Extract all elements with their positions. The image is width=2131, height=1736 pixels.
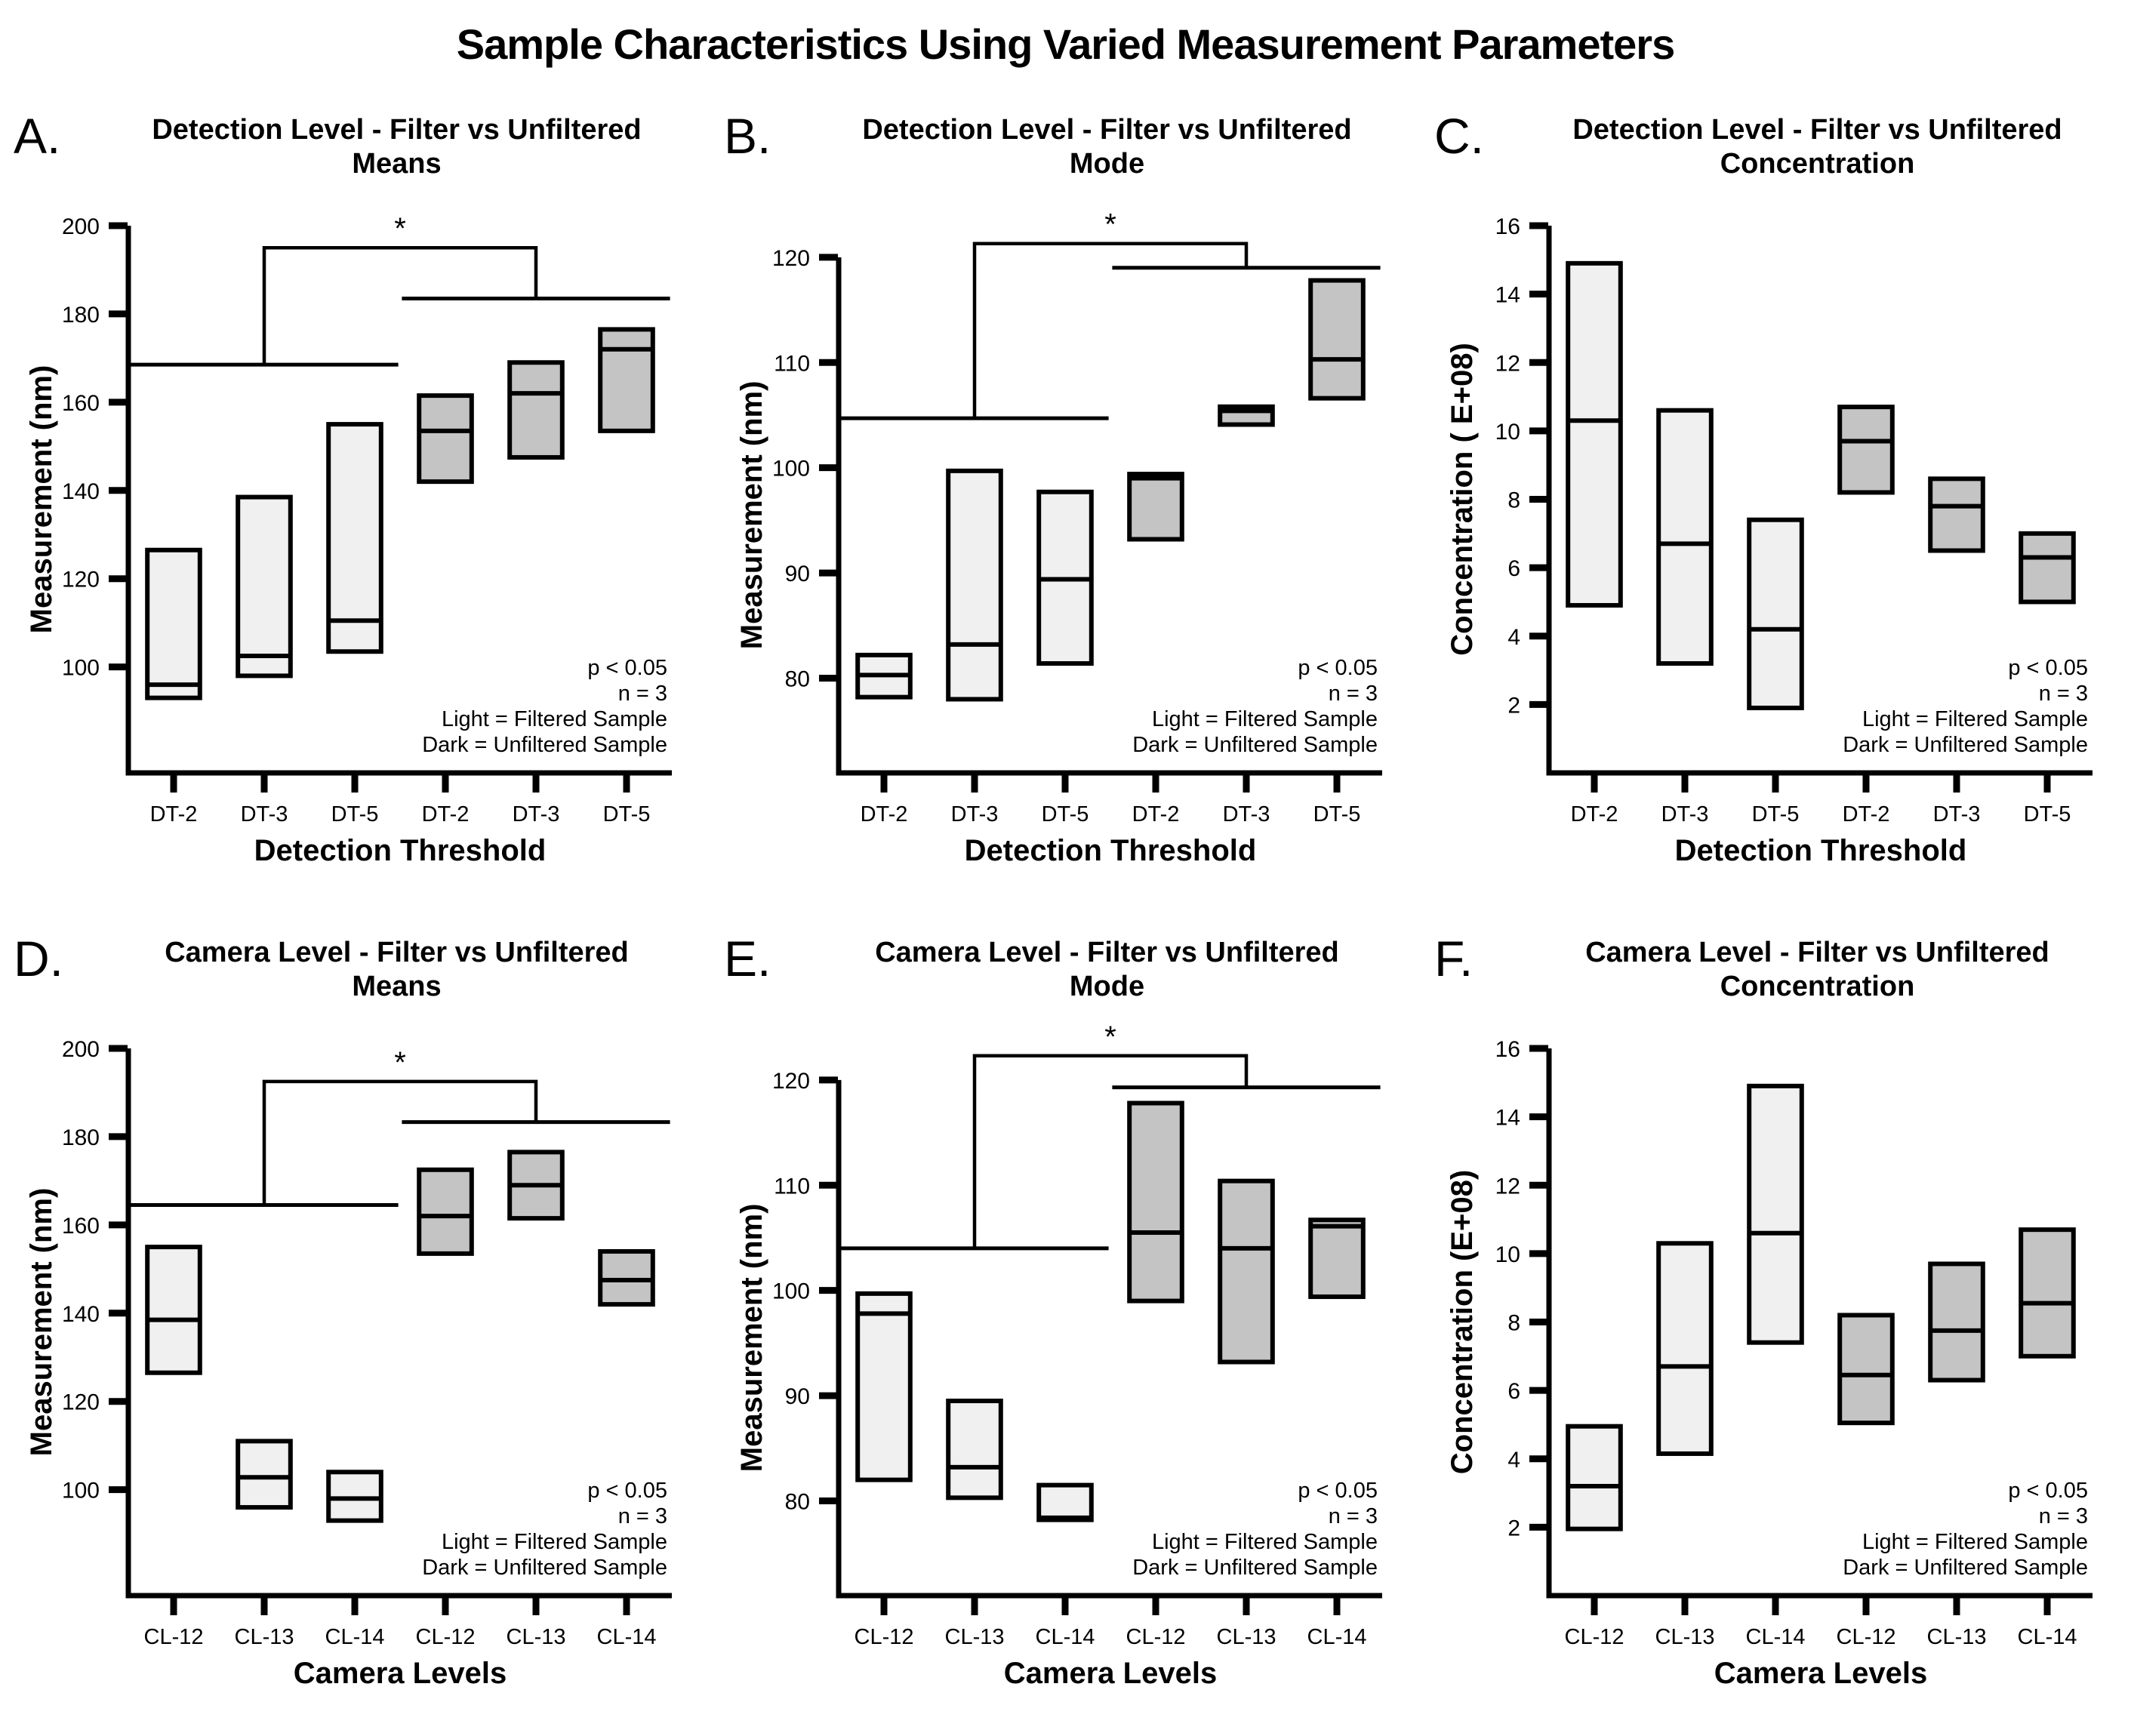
y-tick-label: 200 bbox=[61, 214, 100, 239]
y-tick-label: 6 bbox=[1507, 556, 1520, 582]
panel-a-letter: A. bbox=[14, 108, 61, 164]
x-axis-title: Camera Levels bbox=[1003, 1657, 1218, 1690]
y-tick-label: 90 bbox=[784, 562, 810, 587]
x-tick-label: DT-3 bbox=[240, 802, 288, 826]
x-axis-title: Detection Threshold bbox=[254, 834, 547, 867]
x-tick-label: DT-5 bbox=[1751, 802, 1800, 826]
sig-bracket bbox=[975, 1056, 1246, 1248]
box-filtered-CL-13 bbox=[238, 1441, 291, 1507]
x-tick-label: CL-13 bbox=[234, 1625, 294, 1649]
y-tick-label: 120 bbox=[61, 567, 100, 593]
x-tick-label: DT-2 bbox=[860, 802, 908, 826]
significance-star: * bbox=[1104, 1020, 1116, 1054]
x-axis-title: Detection Threshold bbox=[964, 834, 1257, 867]
panel-d-title bbox=[113, 936, 680, 1014]
x-tick-label: DT-2 bbox=[149, 802, 198, 826]
x-tick-label: DT-5 bbox=[602, 802, 651, 826]
x-tick-label: CL-14 bbox=[1035, 1625, 1095, 1649]
stats-annotation-line: p < 0.05 bbox=[2008, 1479, 2088, 1503]
panel-e-title bbox=[824, 936, 1390, 1014]
box-unfiltered-CL-14 bbox=[2021, 1230, 2074, 1356]
box-filtered-DT-2 bbox=[1568, 263, 1621, 605]
y-tick-label: 200 bbox=[61, 1037, 100, 1062]
y-axis-title: Measurement (nm) bbox=[25, 365, 58, 634]
y-tick-label: 16 bbox=[1495, 1037, 1520, 1062]
panel-b-title bbox=[824, 113, 1390, 192]
stats-annotation-line: n = 3 bbox=[617, 1504, 667, 1528]
y-tick-label: 110 bbox=[774, 1174, 810, 1199]
y-tick-label: 90 bbox=[784, 1384, 810, 1410]
stats-annotation-line: Dark = Unfiltered Sample bbox=[422, 1556, 667, 1580]
box-unfiltered-CL-12 bbox=[1840, 1315, 1892, 1423]
box-unfiltered-DT-5 bbox=[1310, 281, 1363, 399]
panel-d-title-line2: Means bbox=[352, 970, 442, 1002]
stats-annotation-line: Light = Filtered Sample bbox=[1151, 707, 1378, 731]
stats-annotation-line: n = 3 bbox=[617, 682, 667, 706]
panel-a-title-line2: Means bbox=[352, 147, 442, 180]
box-filtered-DT-3 bbox=[238, 497, 291, 676]
box-filtered-DT-2 bbox=[147, 550, 200, 698]
x-tick-label: CL-14 bbox=[1745, 1625, 1806, 1649]
x-tick-label: CL-12 bbox=[1126, 1625, 1186, 1649]
panel-a-plot bbox=[15, 192, 694, 894]
x-tick-label: CL-13 bbox=[1926, 1625, 1987, 1649]
x-tick-label: DT-3 bbox=[1932, 802, 1981, 826]
y-tick-label: 180 bbox=[61, 1125, 100, 1150]
sig-bracket bbox=[264, 1082, 536, 1205]
panel-c bbox=[1421, 91, 2131, 913]
x-tick-label: DT-5 bbox=[331, 802, 379, 826]
sig-bracket bbox=[975, 244, 1246, 418]
box-unfiltered-DT-3 bbox=[510, 362, 562, 457]
y-axis-title: Concentration (E+08) bbox=[1446, 1169, 1479, 1475]
x-tick-label: CL-14 bbox=[325, 1625, 385, 1649]
figure-title: Sample Characteristics Using Varied Measurement Parameters bbox=[456, 20, 1675, 68]
x-tick-label: CL-12 bbox=[1836, 1625, 1896, 1649]
y-tick-label: 12 bbox=[1495, 351, 1520, 377]
box-filtered-CL-13 bbox=[948, 1401, 1001, 1497]
stats-annotation-line: p < 0.05 bbox=[1298, 656, 1378, 680]
y-tick-label: 12 bbox=[1495, 1174, 1520, 1199]
y-tick-label: 2 bbox=[1507, 1516, 1520, 1541]
box-unfiltered-DT-5 bbox=[600, 329, 653, 430]
box-filtered-CL-12 bbox=[1568, 1427, 1621, 1529]
panel-e-plot bbox=[725, 1014, 1405, 1716]
box-unfiltered-CL-14 bbox=[1310, 1220, 1363, 1297]
panel-a bbox=[0, 91, 710, 913]
stats-annotation-line: p < 0.05 bbox=[1298, 1479, 1378, 1503]
panel-a-title bbox=[113, 113, 680, 192]
panel-d bbox=[0, 913, 710, 1736]
box-unfiltered-CL-12 bbox=[419, 1170, 472, 1254]
box-unfiltered-DT-2 bbox=[1840, 407, 1892, 492]
x-tick-label: CL-12 bbox=[854, 1625, 914, 1649]
x-axis-title: Camera Levels bbox=[1714, 1657, 1928, 1690]
box-unfiltered-DT-2 bbox=[419, 396, 472, 482]
x-tick-label: DT-3 bbox=[1661, 802, 1709, 826]
panel-c-title-line1: Detection Level - Filter vs Unfiltered bbox=[1572, 114, 2062, 146]
significance-star: * bbox=[394, 212, 406, 246]
significance-star: * bbox=[1104, 208, 1116, 242]
y-tick-label: 180 bbox=[61, 302, 100, 328]
x-axis-title: Camera Levels bbox=[293, 1657, 507, 1690]
x-tick-label: DT-5 bbox=[1313, 802, 1361, 826]
box-filtered-DT-5 bbox=[328, 424, 381, 651]
x-tick-label: CL-14 bbox=[2017, 1625, 2077, 1649]
y-tick-label: 160 bbox=[61, 1213, 100, 1239]
box-unfiltered-DT-3 bbox=[1930, 479, 1983, 550]
panel-e-title-line2: Mode bbox=[1069, 970, 1145, 1002]
y-tick-label: 100 bbox=[61, 655, 100, 681]
stats-annotation-line: Light = Filtered Sample bbox=[441, 1530, 667, 1554]
stats-annotation-line: Dark = Unfiltered Sample bbox=[1843, 733, 2088, 757]
y-axis-title: Measurement (nm) bbox=[735, 380, 768, 650]
box-filtered-CL-12 bbox=[858, 1294, 910, 1480]
y-tick-label: 8 bbox=[1507, 1310, 1520, 1336]
panel-f-letter: F. bbox=[1434, 931, 1474, 987]
box-filtered-CL-13 bbox=[1658, 1243, 1711, 1454]
y-tick-label: 120 bbox=[771, 245, 810, 271]
significance-star: * bbox=[394, 1045, 406, 1079]
stats-annotation-line: n = 3 bbox=[1328, 682, 1378, 706]
x-tick-label: CL-12 bbox=[415, 1625, 476, 1649]
x-tick-label: DT-2 bbox=[1842, 802, 1890, 826]
panel-f-plot bbox=[1436, 1014, 2115, 1716]
stats-annotation-line: Light = Filtered Sample bbox=[1862, 707, 2088, 731]
stats-annotation-line: Light = Filtered Sample bbox=[1862, 1530, 2088, 1554]
stats-annotation-line: Dark = Unfiltered Sample bbox=[1132, 733, 1378, 757]
box-filtered-DT-5 bbox=[1749, 520, 1802, 708]
stats-annotation-line: Dark = Unfiltered Sample bbox=[422, 733, 667, 757]
box-filtered-DT-3 bbox=[1658, 411, 1711, 663]
panels-grid bbox=[0, 91, 2131, 1736]
panel-a-title-line1: Detection Level - Filter vs Unfiltered bbox=[152, 114, 642, 146]
y-tick-label: 160 bbox=[61, 390, 100, 416]
sig-bracket bbox=[264, 248, 536, 365]
box-unfiltered-CL-12 bbox=[1129, 1103, 1182, 1301]
x-tick-label: CL-13 bbox=[1655, 1625, 1715, 1649]
y-tick-label: 2 bbox=[1507, 693, 1520, 719]
panel-e bbox=[710, 913, 1421, 1736]
panel-e-letter: E. bbox=[724, 931, 771, 987]
panel-b-letter: B. bbox=[724, 108, 771, 164]
y-tick-label: 80 bbox=[784, 1489, 810, 1515]
panel-c-title-line2: Concentration bbox=[1720, 147, 1915, 180]
y-tick-label: 100 bbox=[771, 1279, 810, 1304]
stats-annotation-line: n = 3 bbox=[2038, 682, 2088, 706]
panel-d-letter: D. bbox=[14, 931, 63, 987]
box-filtered-DT-3 bbox=[948, 471, 1001, 700]
stats-annotation-line: n = 3 bbox=[1328, 1504, 1378, 1528]
y-tick-label: 80 bbox=[784, 666, 810, 692]
box-unfiltered-DT-5 bbox=[2021, 534, 2074, 602]
box-filtered-CL-12 bbox=[147, 1247, 200, 1373]
stats-annotation-line: p < 0.05 bbox=[587, 656, 667, 680]
y-tick-label: 4 bbox=[1507, 1447, 1520, 1473]
panel-f-title-line2: Concentration bbox=[1720, 970, 1915, 1002]
x-tick-label: DT-2 bbox=[421, 802, 470, 826]
panel-e-title-line1: Camera Level - Filter vs Unfiltered bbox=[875, 937, 1339, 968]
x-tick-label: DT-2 bbox=[1570, 802, 1618, 826]
panel-b-title-line1: Detection Level - Filter vs Unfiltered bbox=[862, 114, 1352, 146]
x-tick-label: DT-3 bbox=[1222, 802, 1270, 826]
y-tick-label: 120 bbox=[771, 1068, 810, 1094]
x-tick-label: CL-12 bbox=[1564, 1625, 1624, 1649]
y-tick-label: 120 bbox=[61, 1390, 100, 1415]
x-tick-label: DT-3 bbox=[950, 802, 999, 826]
box-unfiltered-CL-13 bbox=[1930, 1264, 1983, 1380]
panel-c-plot bbox=[1436, 192, 2115, 894]
y-tick-label: 110 bbox=[774, 351, 810, 377]
y-axis-title: Concentration ( E+08) bbox=[1446, 343, 1479, 656]
panel-d-plot bbox=[15, 1014, 694, 1716]
x-tick-label: DT-3 bbox=[512, 802, 560, 826]
x-tick-label: CL-12 bbox=[143, 1625, 204, 1649]
panel-d-title-line1: Camera Level - Filter vs Unfiltered bbox=[165, 937, 629, 968]
y-tick-label: 100 bbox=[771, 456, 810, 482]
box-unfiltered-DT-2 bbox=[1129, 474, 1182, 539]
stats-annotation-line: p < 0.05 bbox=[2008, 656, 2088, 680]
y-tick-label: 10 bbox=[1495, 1242, 1520, 1267]
x-tick-label: DT-5 bbox=[2023, 802, 2071, 826]
y-tick-label: 100 bbox=[61, 1478, 100, 1504]
y-axis-title: Measurement (nm) bbox=[735, 1203, 768, 1473]
x-tick-label: DT-5 bbox=[1041, 802, 1089, 826]
x-tick-label: DT-2 bbox=[1132, 802, 1180, 826]
box-unfiltered-CL-13 bbox=[1220, 1181, 1273, 1362]
y-tick-label: 8 bbox=[1507, 488, 1520, 513]
x-tick-label: CL-13 bbox=[506, 1625, 566, 1649]
panel-f bbox=[1421, 913, 2131, 1736]
x-tick-label: CL-13 bbox=[1216, 1625, 1276, 1649]
stats-annotation-line: Dark = Unfiltered Sample bbox=[1843, 1556, 2088, 1580]
panel-c-title bbox=[1534, 113, 2101, 192]
stats-annotation-line: n = 3 bbox=[2038, 1504, 2088, 1528]
stats-annotation-line: Light = Filtered Sample bbox=[441, 707, 667, 731]
panel-f-title bbox=[1534, 936, 2101, 1014]
panel-b-title-line2: Mode bbox=[1069, 147, 1145, 180]
x-tick-label: CL-14 bbox=[596, 1625, 657, 1649]
y-tick-label: 6 bbox=[1507, 1379, 1520, 1405]
y-tick-label: 16 bbox=[1495, 214, 1520, 239]
panel-b bbox=[710, 91, 1421, 913]
panel-c-letter: C. bbox=[1434, 108, 1484, 164]
stats-annotation-line: Dark = Unfiltered Sample bbox=[1132, 1556, 1378, 1580]
panel-b-plot bbox=[725, 192, 1405, 894]
y-tick-label: 140 bbox=[61, 479, 100, 504]
panel-f-title-line1: Camera Level - Filter vs Unfiltered bbox=[1585, 937, 2049, 968]
stats-annotation-line: Light = Filtered Sample bbox=[1151, 1530, 1378, 1554]
stats-annotation-line: p < 0.05 bbox=[587, 1479, 667, 1503]
y-tick-label: 10 bbox=[1495, 419, 1520, 445]
y-tick-label: 14 bbox=[1495, 282, 1520, 308]
y-tick-label: 4 bbox=[1507, 624, 1520, 650]
x-tick-label: CL-14 bbox=[1307, 1625, 1367, 1649]
y-tick-label: 14 bbox=[1495, 1105, 1520, 1131]
y-axis-title: Measurement (nm) bbox=[25, 1187, 58, 1457]
x-axis-title: Detection Threshold bbox=[1674, 834, 1967, 867]
y-tick-label: 140 bbox=[61, 1301, 100, 1327]
x-tick-label: CL-13 bbox=[944, 1625, 1005, 1649]
box-filtered-CL-14 bbox=[1039, 1485, 1092, 1520]
box-filtered-CL-14 bbox=[1749, 1086, 1802, 1343]
